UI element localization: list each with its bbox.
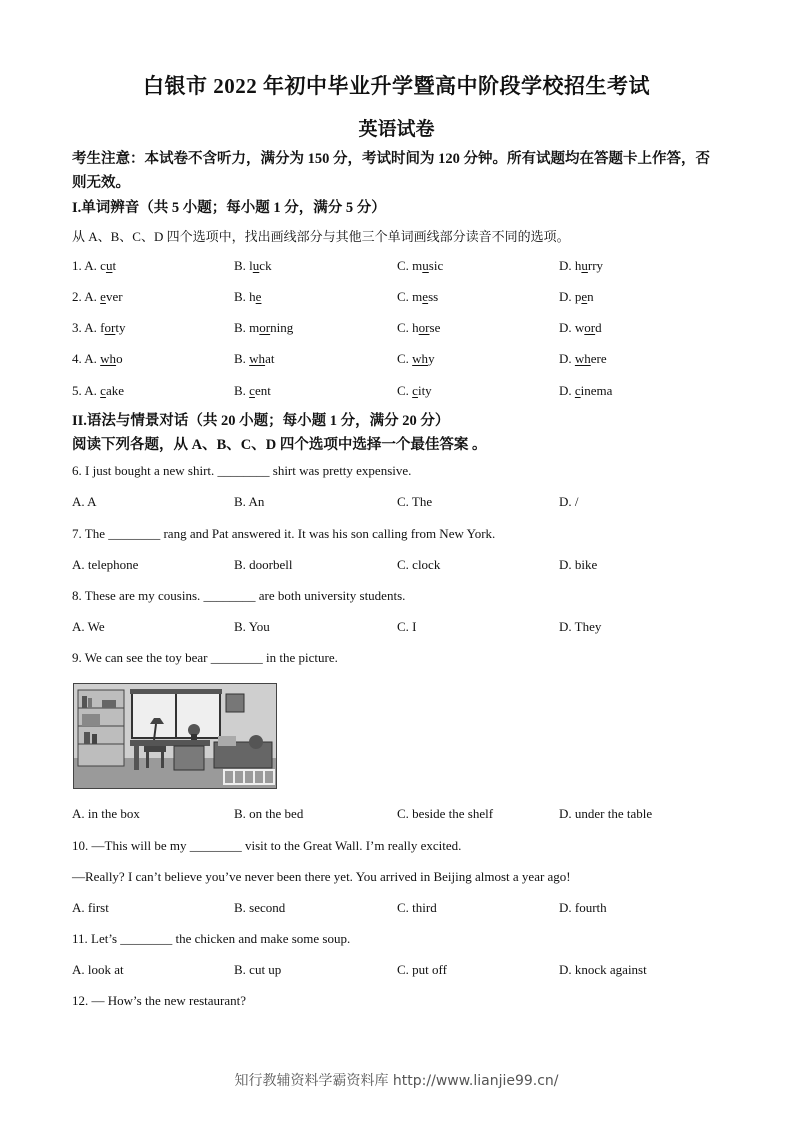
question-8-stem: 8. These are my cousins. ________ are both university students. [72,588,406,603]
option-b [234,383,271,399]
word-suffix: inema [580,383,613,398]
word-suffix: y [428,351,435,366]
option-label: D. [559,320,575,335]
option-c [397,320,440,336]
option-label: C. [397,351,413,366]
question-4-row [72,351,722,369]
option-label: 1. A. [72,258,101,273]
option-d: D. knock against [559,962,647,977]
word-suffix: ss [428,289,439,304]
option-label: C. [397,383,413,398]
word-suffix: at [265,351,275,366]
option-c: C. beside the shelf [397,806,494,821]
option-a [72,258,116,274]
word-suffix: o [116,351,123,366]
option-c: C. I [397,619,417,634]
option-c: C. third [397,900,437,915]
option-c [397,351,435,367]
option-d [559,289,594,305]
footer-watermark: 知行教辅资料学霸资料库 http://www.lianjie99.cn/ [234,1073,559,1089]
section-1-heading: I.单词辨音（共 5 小题；每小题 1 分，满分 5 分） [72,200,386,216]
word-prefix: h [249,289,256,304]
word-suffix: ck [259,258,272,273]
option-label: B. [234,351,250,366]
question-11-options [72,962,722,980]
underlined-letters: e [422,289,429,304]
underlined-letters: wh [412,351,429,366]
underlined-letters: e [255,289,262,304]
underlined-letters: c [100,383,106,398]
underlined-letters: u [422,258,429,273]
underlined-letters: u [105,258,113,273]
option-label: B. [234,258,250,273]
question-2-row [72,289,722,307]
question-5-row [72,383,722,401]
exam-title: 白银市 2022 年初中毕业升学暨高中阶段学校招生考试 [143,74,650,98]
underlined-letters: or [418,320,430,335]
word-suffix: ere [590,351,607,366]
question-12-stem: 12. — How’s the new restaurant? [72,993,247,1008]
option-b: B. second [234,900,286,915]
option-b [234,351,274,367]
question-10-response: —Really? I can’t believe you’ve never been there yet. You arrived in Beijing almost a year ago! [72,869,571,884]
exam-notice: 考生注意：本试卷不含听力，满分为 150 分，考试时间为 120 分钟。所有试题均在答题卡上作答，否则无效。 [72,151,710,191]
underlined-letters: wh [100,351,117,366]
word-suffix: sic [428,258,444,273]
option-label: B. [234,320,250,335]
option-a [72,351,123,367]
question-10-stem: 10. —This will be my ________ visit to the Great Wall. I’m really excited. [72,838,462,853]
question-3-row [72,320,722,338]
option-c: C. clock [397,557,441,572]
question-6-stem: 6. I just bought a new shirt. ________ shirt was pretty expensive. [72,463,412,478]
option-label: D. [559,258,575,273]
word-suffix: ning [270,320,294,335]
word-prefix: h [412,320,419,335]
word-suffix: ver [105,289,123,304]
option-label: 5. A. [72,383,101,398]
word-suffix: ent [254,383,271,398]
option-d [559,351,607,367]
question-7-options [72,557,722,575]
option-label: B. [234,383,250,398]
option-c: C. The [397,494,433,509]
section-2-heading: II.语法与情景对话（共 20 小题；每小题 1 分，满分 20 分） [72,413,450,429]
option-a: A. look at [72,962,124,977]
option-b [234,289,261,305]
option-label: C. [397,289,413,304]
option-b: B. on the bed [234,806,304,821]
word-prefix: l [249,258,253,273]
word-prefix: w [574,320,585,335]
option-c [397,289,438,305]
option-a [72,289,123,305]
question-1-row [72,258,722,276]
underlined-letters: or [104,320,116,335]
option-a: A. first [72,900,109,915]
option-c [397,383,432,399]
option-a [72,320,125,336]
room-picture [73,683,277,789]
underlined-letters: wh [574,351,591,366]
option-d [559,320,602,336]
underlined-letters: wh [249,351,266,366]
option-c: C. put off [397,962,447,977]
option-label: 2. A. [72,289,101,304]
option-label: 4. A. [72,351,101,366]
option-label: D. [559,289,575,304]
question-9-options [72,806,722,824]
room-illustration-icon [74,684,276,788]
option-d: D. fourth [559,900,607,915]
option-a: A. We [72,619,105,634]
word-prefix: p [574,289,582,304]
option-b: B. An [234,494,265,509]
option-d [559,258,603,274]
question-11-stem: 11. Let’s ________ the chicken and make some soup. [72,931,351,946]
option-a: A. in the box [72,806,140,821]
word-prefix: c [100,258,106,273]
option-d: D. under the table [559,806,653,821]
option-d: D. / [559,494,579,509]
section-1-instruction: 从 A、B、C、D 四个选项中，找出画线部分与其他三个单词画线部分读音不同的选项。 [72,229,570,244]
option-a: A. A [72,494,97,509]
option-c [397,258,443,274]
word-suffix: ty [115,320,126,335]
option-label: C. [397,258,413,273]
word-prefix: h [574,258,582,273]
underlined-letters: c [249,383,255,398]
option-label: C. [397,320,413,335]
underlined-letters: c [412,383,418,398]
question-6-options [72,494,722,512]
underlined-letters: e [581,289,588,304]
underlined-letters: e [100,289,106,304]
exam-subtitle: 英语试卷 [358,119,435,140]
question-9-stem: 9. We can see the toy bear ________ in the picture. [72,650,338,665]
section-2-instruction: 阅读下列各题，从 A、B、C、D 四个选项中选择一个最佳答案 。 [72,437,487,453]
option-d [559,383,612,399]
option-a [72,383,124,399]
option-b [234,258,272,274]
underlined-letters: or [259,320,271,335]
underlined-letters: c [574,383,581,398]
option-label: D. [559,383,575,398]
word-suffix: rry [587,258,604,273]
word-suffix: se [429,320,441,335]
word-suffix: t [112,258,117,273]
word-prefix: m [249,320,260,335]
underlined-letters: or [584,320,596,335]
option-d: D. bike [559,557,598,572]
word-prefix: m [412,289,423,304]
option-a: A. telephone [72,557,139,572]
word-suffix: ake [105,383,124,398]
question-7-stem: 7. The ________ rang and Pat answered it. It was his son calling from New York. [72,526,496,541]
option-d: D. They [559,619,602,634]
option-b: B. You [234,619,270,634]
question-10-options [72,900,722,918]
word-prefix: m [412,258,423,273]
word-prefix: f [100,320,105,335]
underlined-letters: u [252,258,260,273]
option-label: 3. A. [72,320,101,335]
underlined-letters: u [581,258,588,273]
option-b [234,320,293,336]
word-suffix: d [595,320,602,335]
option-label: D. [559,351,575,366]
option-b: B. doorbell [234,557,293,572]
option-label: B. [234,289,250,304]
word-suffix: ity [417,383,432,398]
word-suffix: n [587,289,594,304]
option-b: B. cut up [234,962,282,977]
question-8-options [72,619,722,637]
